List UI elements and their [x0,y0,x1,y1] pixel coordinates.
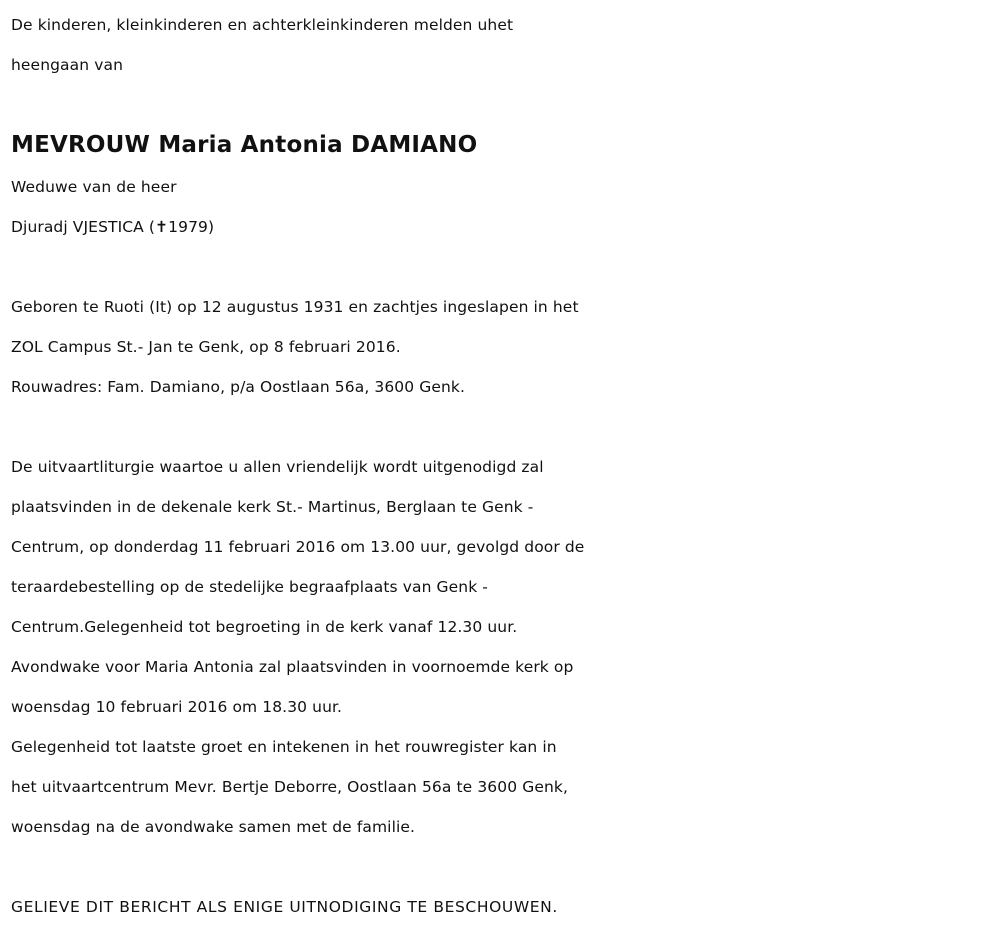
funeral-line: Centrum.Gelegenheid tot begroeting in de kerk vanaf 12.30 uur. [11,618,518,636]
spouse-line: Weduwe van de heer [11,178,177,196]
deceased-name: MEVROUW Maria Antonia DAMIANO [11,132,478,158]
funeral-paragraph [11,447,991,847]
paragraph-spacer [11,847,991,887]
funeral-line: woensdag na de avondwake samen met de familie. [11,818,416,836]
funeral-line: Avondwake voor Maria Antonia zal plaatsvinden in voornoemde kerk op [11,658,574,676]
paragraph-spacer [11,407,991,447]
mourning-address-line: Rouwadres: Fam. Damiano, p/a Oostlaan 56a, 3600 Genk. [11,378,466,396]
birth-death-line: Geboren te Ruoti (It) op 12 augustus 1931 en zachtjes ingeslapen in het [11,298,579,316]
funeral-line: De uitvaartliturgie waartoe u allen vriendelijk wordt uitgenodigd zal [11,458,544,476]
funeral-line: plaatsvinden in de dekenale kerk St.- Martinus, Berglaan te Genk - [11,498,534,516]
funeral-line: het uitvaartcentrum Mevr. Bertje Deborre, Oostlaan 56a te 3600 Genk, [11,778,568,796]
closing-statement: GELIEVE DIT BERICHT ALS ENIGE UITNODIGING TE BESCHOUWEN. [11,898,558,916]
intro-line: De kinderen, kleinkinderen en achterkleinkinderen melden uhet [11,16,514,34]
death-notice [11,0,991,927]
funeral-line: teraardebestelling op de stedelijke begraafplaats van Genk - [11,578,489,596]
funeral-line: Gelegenheid tot laatste groet en intekenen in het rouwregister kan in [11,738,557,756]
intro-paragraph [11,5,991,85]
funeral-line: Centrum, op donderdag 11 februari 2016 om 13.00 uur, gevolgd door de [11,538,585,556]
funeral-line: woensdag 10 februari 2016 om 18.30 uur. [11,698,343,716]
paragraph-spacer [11,247,991,287]
birth-death-paragraph [11,287,991,407]
birth-death-line: ZOL Campus St.- Jan te Genk, op 8 februari 2016. [11,338,401,356]
spouse-line: Djuradj VJESTICA (✝1979) [11,218,215,236]
spouse-paragraph [11,167,991,247]
intro-line: heengaan van [11,56,124,74]
